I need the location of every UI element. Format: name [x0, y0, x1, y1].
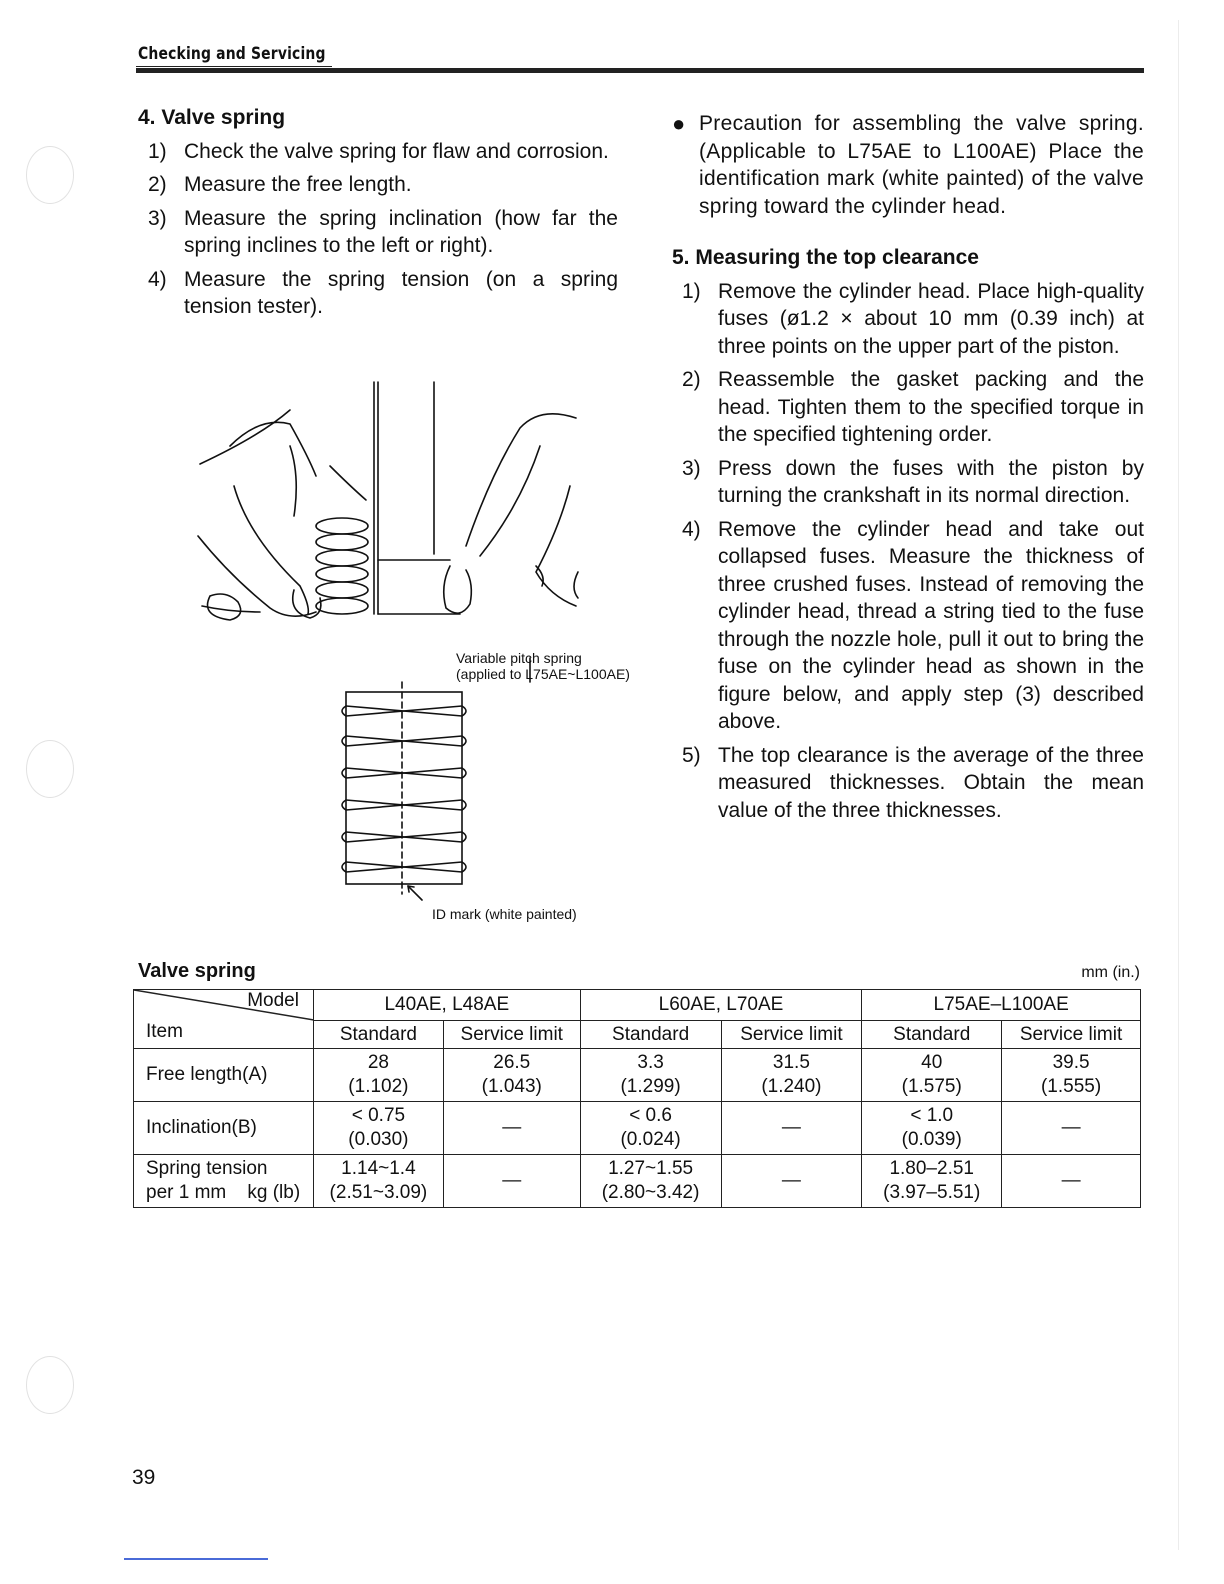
list-item: 2) Measure the free length. — [148, 173, 412, 196]
header-rule — [136, 68, 1144, 73]
table-cell: — — [1002, 1155, 1141, 1208]
top-clearance-section — [672, 110, 1144, 830]
table-cell: 28 (1.102) — [313, 1049, 443, 1102]
list-item: 3) Press down the fuses with the piston by turning the crankshaft in its normal direction. — [682, 456, 1144, 507]
table-cell: — — [721, 1155, 862, 1208]
id-mark-label: ID mark (white painted) — [432, 906, 577, 922]
table-cell: 1.27~1.55 (2.80~3.42) — [580, 1155, 721, 1208]
sub-header-service-limit: Service limit — [721, 1021, 862, 1049]
valve-spring-table — [133, 989, 1141, 1208]
valve-spring-figure — [190, 376, 660, 926]
corner-header — [134, 990, 314, 1049]
list-item: 1) Remove the cylinder head. Place high-quality fuses (ø1.2 × about 10 mm (0.39 inch) at three points on the upper part of the piston. — [682, 279, 1144, 358]
row-label: Inclination(B) — [134, 1102, 314, 1155]
punch-hole — [26, 1356, 74, 1414]
table-title: Valve spring — [138, 960, 256, 982]
table-row — [134, 1102, 1141, 1155]
table-cell: 26.5 (1.043) — [443, 1049, 580, 1102]
model-header: L60AE, L70AE — [580, 990, 862, 1021]
section-heading-top-clearance: 5. Measuring the top clearance — [672, 246, 979, 269]
list-item: 4) Measure the spring tension (on a spring tension tester). — [148, 267, 618, 318]
corner-model-label: Model — [247, 990, 299, 1011]
table-cell: < 0.6 (0.024) — [580, 1102, 721, 1155]
table-cell: 31.5 (1.240) — [721, 1049, 862, 1102]
sub-header-service-limit: Service limit — [443, 1021, 580, 1049]
sub-header-service-limit: Service limit — [1002, 1021, 1141, 1049]
list-item: 5) The top clearance is the average of the three measured thicknesses. Obtain the mean value of the three thicknesses. — [682, 743, 1144, 822]
table-unit: mm (in.) — [1081, 964, 1140, 981]
assembly-precaution: ● Precaution for assembling the valve spring. (Applicable to L75AE to L100AE) Place the identification mark (white painted) of the valve spring toward the cylinder head. — [672, 111, 1144, 218]
list-item: 4) Remove the cylinder head and take out collapsed fuses. Measure the thickness of three crushed fuses. Instead of removing the cylinder head, thread a string tied to the fuse through the nozzle hole, pull it out to bring the fuse on the cylinder head as shown in the figure below, and apply step (3) described above. — [682, 517, 1144, 733]
punch-hole — [26, 740, 74, 798]
row-label: Free length(A) — [134, 1049, 314, 1102]
header-underline — [136, 66, 332, 67]
table-row — [134, 1049, 1141, 1102]
row-label: Spring tension per 1 mm kg (lb) — [134, 1155, 314, 1208]
spring-illustration — [190, 376, 660, 926]
top-clearance-steps — [672, 278, 1144, 825]
table-row — [134, 1155, 1141, 1208]
section-header: Checking and Servicing — [138, 44, 326, 64]
bullet-icon: ● — [672, 111, 686, 136]
list-item: 2) Reassemble the gasket packing and the head. Tighten them to the specified torque in the specified tightening order. — [682, 368, 1144, 446]
variable-pitch-label: Variable pitch spring — [456, 650, 582, 666]
table-cell: 1.14~1.4 (2.51~3.09) — [313, 1155, 443, 1208]
sub-header-standard: Standard — [313, 1021, 443, 1049]
model-header: L40AE, L48AE — [313, 990, 580, 1021]
applied-models-label: (applied to L75AE~L100AE) — [456, 666, 630, 682]
table-cell: < 1.0 (0.039) — [862, 1102, 1002, 1155]
table-cell: < 0.75 (0.030) — [313, 1102, 443, 1155]
table-cell: 40 (1.575) — [862, 1049, 1002, 1102]
page-edge — [1178, 20, 1179, 1550]
valve-spring-steps — [138, 138, 618, 321]
section-heading-valve-spring: 4. Valve spring — [138, 106, 286, 129]
valve-spring-section — [138, 104, 618, 327]
list-item: 1) Check the valve spring for flaw and corrosion. — [148, 139, 609, 163]
model-header: L75AE–L100AE — [862, 990, 1141, 1021]
table-cell: 3.3 (1.299) — [580, 1049, 721, 1102]
page-number: 39 — [132, 1466, 156, 1489]
table-cell: — — [721, 1102, 862, 1155]
table-cell: — — [1002, 1102, 1141, 1155]
corner-item-label: Item — [146, 1021, 183, 1042]
table-header-row — [134, 990, 1141, 1021]
bottom-rule — [124, 1558, 268, 1560]
table-cell: 1.80–2.51 (3.97–5.51) — [862, 1155, 1002, 1208]
table-cell: — — [443, 1155, 580, 1208]
sub-header-standard: Standard — [862, 1021, 1002, 1049]
sub-header-standard: Standard — [580, 1021, 721, 1049]
punch-hole — [26, 146, 74, 204]
table-cell: — — [443, 1102, 580, 1155]
list-item: 3) Measure the spring inclination (how far the spring inclines to the left or right). — [148, 206, 618, 257]
table-cell: 39.5 (1.555) — [1002, 1049, 1141, 1102]
